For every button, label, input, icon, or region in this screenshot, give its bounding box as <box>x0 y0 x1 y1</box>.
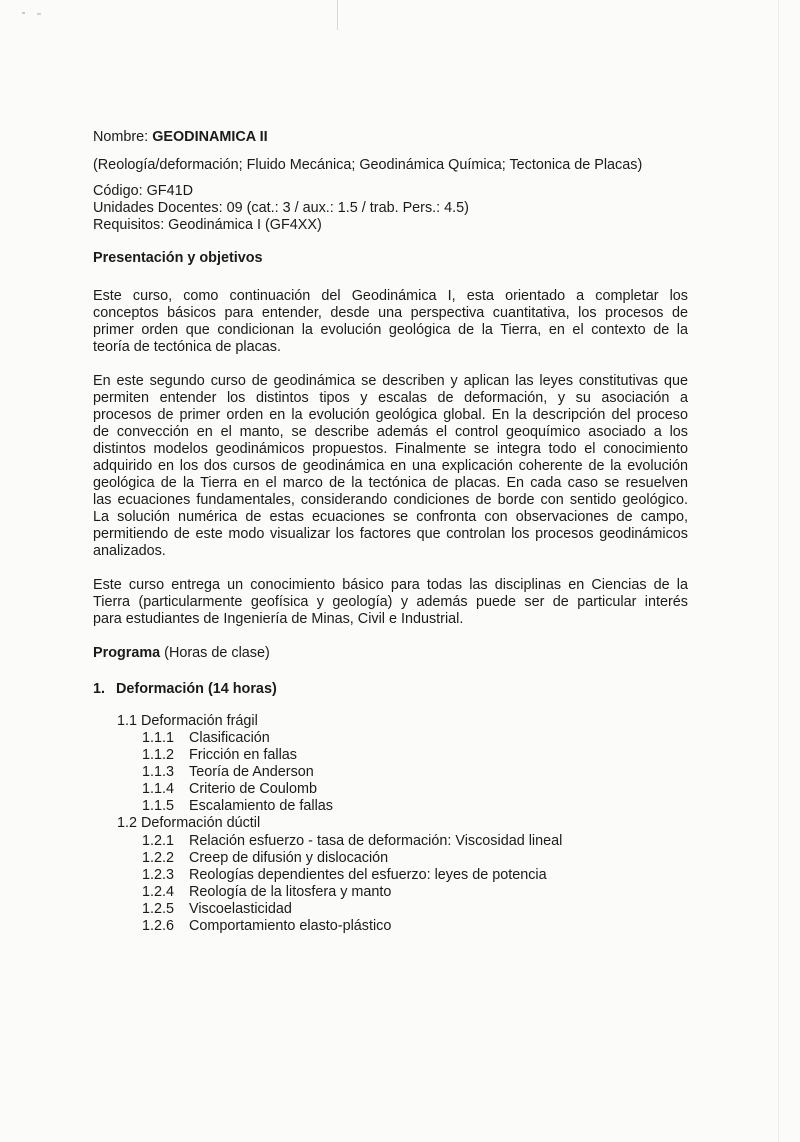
paragraph-line: permiten entender los distintos tipos y escalas de deformación, y su asociación a <box>93 390 688 406</box>
item-text: Reología de la litosfera y manto <box>189 884 392 900</box>
item-number: 1.1.4 <box>142 781 175 797</box>
program-section-1 <box>93 681 277 698</box>
item-number: 1.1.3 <box>142 764 175 780</box>
list-item <box>142 918 391 935</box>
paragraph-line: teoría de tectónica de placas. <box>93 339 281 355</box>
paragraph-line: distintos modelos geodinámicos propuestos. Finalmente se integra todo el conocimiento <box>93 441 688 457</box>
item-number: 1.2.2 <box>142 850 175 866</box>
section-heading-programa <box>93 645 270 662</box>
list-item <box>142 833 562 850</box>
paragraph-line: Tierra (particularmente geofísica y geología) y además puede ser de particular interés <box>93 594 688 610</box>
course-code: Código: GF41D <box>93 183 193 199</box>
list-item <box>142 764 314 781</box>
list-item <box>142 781 317 798</box>
item-text: Criterio de Coulomb <box>189 781 317 797</box>
course-subtitle: (Reología/deformación; Fluido Mecánica; Geodinámica Química; Tectonica de Placas) <box>93 157 643 173</box>
list-item <box>142 867 547 884</box>
paragraph-line: La solución numérica de estas ecuaciones se confronta con observaciones de campo, <box>93 509 688 525</box>
paragraph-line: analizados. <box>93 543 166 559</box>
item-text: Clasificación <box>189 730 270 746</box>
item-text: Teoría de Anderson <box>189 764 314 780</box>
paragraph-line: conceptos básicos para entender, desde una perspectiva cuantitativa, los procesos de <box>93 305 688 321</box>
programa-note: (Horas de clase) <box>160 645 270 661</box>
item-number: 1.2.1 <box>142 833 175 849</box>
scan-artifact <box>778 0 779 1142</box>
item-number: 1.2.6 <box>142 918 175 934</box>
course-name-line <box>93 129 268 146</box>
scan-artifact <box>22 12 25 14</box>
paragraph-line: para estudiantes de Ingeniería de Minas, Civil e Industrial. <box>93 611 464 627</box>
course-name: GEODINAMICA II <box>152 129 268 145</box>
paragraph-line: adquirido en los dos cursos de geodinámica en una explicación coherente de la evolución <box>93 458 688 474</box>
course-requirements: Requisitos: Geodinámica I (GF4XX) <box>93 217 322 233</box>
list-item <box>142 850 388 867</box>
item-number: 1.1.2 <box>142 747 175 763</box>
item-text: Creep de difusión y dislocación <box>189 850 389 866</box>
paragraph-line: Este curso, como continuación del Geodinámica I, esta orientado a completar los <box>93 288 688 304</box>
paragraph-line: primer orden que condicionan la evolución geológica de la Tierra, en el contexto de la <box>93 322 688 338</box>
list-item <box>142 884 391 901</box>
item-text: Fricción en fallas <box>189 747 297 763</box>
item-text: Reologías dependientes del esfuerzo: leyes de potencia <box>189 867 547 883</box>
paragraph-line: geológica de la Tierra en el marco de la tectónica de placas. En cada caso se resuelven <box>93 475 688 491</box>
list-item <box>142 747 297 764</box>
scan-artifact <box>337 0 338 30</box>
item-number: 1.1.1 <box>142 730 175 746</box>
paragraph-line: procesos de primer orden en la evolución geológica global. En la descripción del proceso <box>93 407 688 423</box>
course-name-label: Nombre: <box>93 129 149 145</box>
section-number: 1. <box>93 681 106 697</box>
item-number: 1.1.5 <box>142 798 175 814</box>
section-heading-presentacion: Presentación y objetivos <box>93 250 263 266</box>
section-title: Deformación (14 horas) <box>116 681 277 697</box>
paragraph-line: Este curso entrega un conocimiento básico para todas las disciplinas en Ciencias de la <box>93 577 688 593</box>
paragraph-line: de convección en el manto, se describe además el control geoquímico asociado a los <box>93 424 688 440</box>
item-number: 1.2.5 <box>142 901 175 917</box>
item-text: Escalamiento de fallas <box>189 798 333 814</box>
list-item <box>142 798 333 815</box>
item-number: 1.2.3 <box>142 867 175 883</box>
paragraph-line: permitiendo de este modo visualizar los factores que controlan los procesos geodinámicos <box>93 526 688 542</box>
scan-artifact <box>37 13 41 15</box>
subsection-title: 1.2 Deformación dúctil <box>117 815 261 831</box>
list-item <box>142 901 292 918</box>
item-text: Relación esfuerzo - tasa de deformación: Viscosidad lineal <box>189 833 563 849</box>
programa-label: Programa <box>93 645 161 661</box>
item-number: 1.2.4 <box>142 884 175 900</box>
paragraph-line: En este segundo curso de geodinámica se describen y aplican las leyes constitutivas que <box>93 373 688 389</box>
subsection-title: 1.1 Deformación frágil <box>117 713 258 729</box>
course-units: Unidades Docentes: 09 (cat.: 3 / aux.: 1.5 / trab. Pers.: 4.5) <box>93 200 469 216</box>
item-text: Comportamiento elasto-plástico <box>189 918 392 934</box>
item-text: Viscoelasticidad <box>189 901 292 917</box>
list-item <box>142 730 270 747</box>
paragraph-line: las ecuaciones fundamentales, considerando condiciones de borde con sentido geológico. <box>93 492 688 508</box>
